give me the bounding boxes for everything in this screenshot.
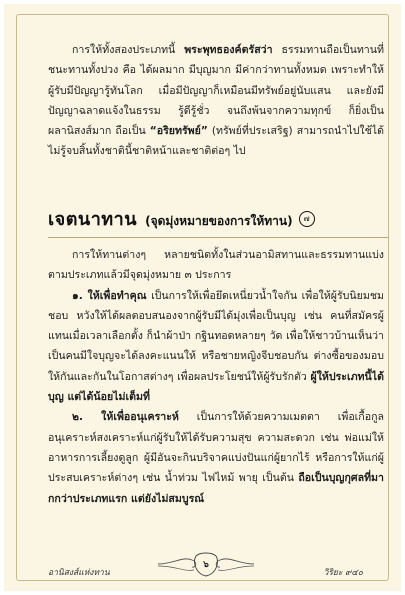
item-conclusion: ผู้ให้ประเภทนี้ได้บุญ แต่ได้น้อยไม่เต็มที่ (48, 370, 384, 404)
item-text: เป็นการให้ด้วยความเมตตา เพื่อเกื้อกูลอนุเคราะห์สงเคราะห์แก่ผู้รับให้ได้รับความสุข ความสะดวก เช่น พ่อแม่ให้อาหารการเลี้ยงดูลูก ผู้มีอันจะกินบริจาคแบ่งปันแก่ผู้ยากไร้ หรือการให้แก่ผู้ประสบเคราะห์ต่างๆ เช่น น้ำท่วม ไฟไหม้ พายุ เป็นต้น (48, 411, 384, 485)
page (4, 4, 401, 591)
item-heading: ให้เพื่อทำคุณ (87, 289, 147, 302)
page-number: ๖ (203, 560, 209, 570)
item-number: ๑. (72, 289, 88, 302)
list-item-1 (48, 286, 384, 408)
list-item-2 (48, 407, 384, 508)
bold-phrase: พระพุทธองค์ตรัสว่า (184, 44, 273, 56)
bold-phrase: “อริยทรัพย์” (149, 125, 208, 138)
paragraph-dhamma-gift (48, 40, 384, 162)
item-conclusion: ถือเป็นบุญกุศลที่มากกว่าประเภทแรก แต่ยังไม่สมบูรณ์ (48, 472, 384, 505)
item-text: เป็นการให้เพื่อยึดเหนี่ยวน้ำใจกัน เพื่อให้ผู้รับนิยมชมชอบ หวังให้ได้ผลตอบสนองจากผู้รับมีได้มุ่งเพื่อเป็นบุญ เช่น คนที่สมัครผู้แทนเมื่อเวลาเลือกตั้ง ก็นำผ้าป่า กฐินทอดหลายๆ วัด เพื่อให้ชาวบ้านเห็นว่าเป็นคนมีใจบุญจะได้ลงคะแนนให้ หรือชายหญิงจีบชอบกัน ต่างซื้อของมอบให้กันและกันในโอกาสต่างๆ เพื่อผลประโยชน์ให้ผู้รับรักตัว (48, 289, 384, 383)
page-number-ornament (156, 550, 256, 578)
footer-edition: วิริยะ ๙๔๐ (323, 568, 363, 578)
section-number-badge: ๗ (299, 211, 315, 227)
section-body (48, 245, 384, 509)
intro-paragraph (48, 40, 384, 162)
section-intro-paragraph: การให้ทานต่างๆ หลายชนิดทั้งในส่วนอามิสทานและธรรมทานแบ่งตามประเภทแล้วมีจุดมุ่งหมาย ๓ ประการ (48, 249, 384, 282)
heading-divider (48, 237, 388, 238)
item-heading: ให้เพื่ออนุเคราะห์ (101, 411, 179, 424)
para-text: (ทรัพย์ที่ประเสริฐ) สามารถนำไปใช้ได้ไม่รู้จบสิ้นทั้งชาตินี้ชาติหน้าและชาติต่อๆ ไป (48, 125, 384, 158)
section-subtitle: (จุดมุ่งหมายของการให้ทาน) (145, 214, 293, 228)
para-text: ธรรมทานถือเป็นทานที่ชนะทานทั้งปวง คือ ได้ผลมาก มีบุญมาก มีค่ากว่าทานทั้งหมด เพราะทำให้ผู้รับมีปัญญารู้ทันโลก เมื่อมีปัญญาก็เหมือนมีทรัพย์อยู่นับแสน และยังมีปัญญาฉลาดแจ้งในธรรม รู้ดีรู้ชั่ว จนถึงพ้นจากความทุกข์ ก็ยิ่งเป็นผลานิสงส์มาก ถือเป็น (48, 44, 384, 138)
item-number: ๒. (72, 411, 102, 424)
section-heading (48, 204, 315, 233)
section-title: เจตนาทาน (48, 209, 138, 230)
para-text: การให้ทั้งสองประเภทนี้ (72, 44, 185, 56)
footer-book-title: อานิสงส์แห่งทาน (48, 568, 110, 578)
